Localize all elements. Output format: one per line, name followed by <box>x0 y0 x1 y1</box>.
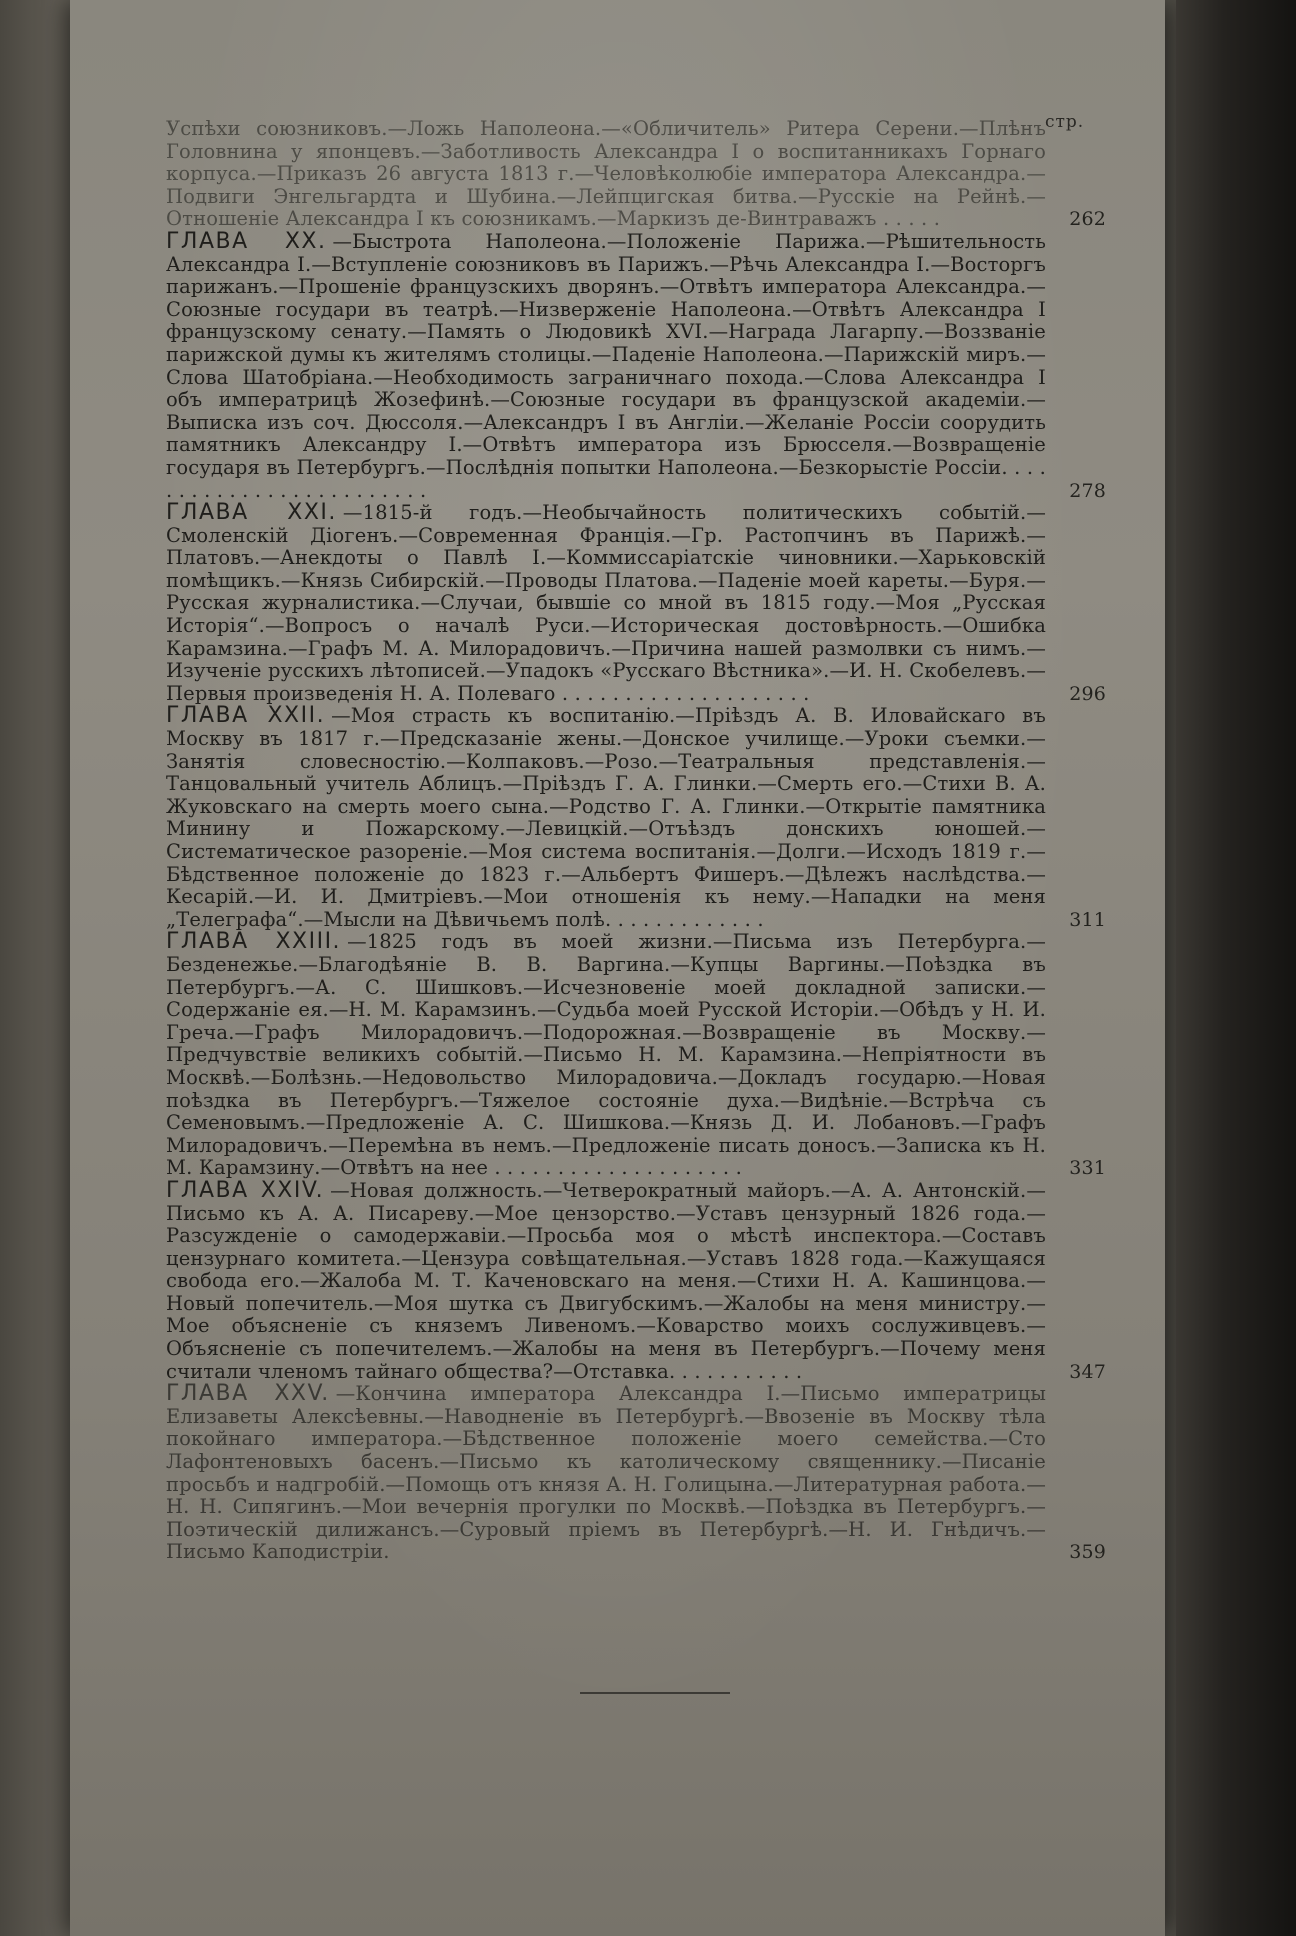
entry-page-number: 359 <box>1069 1541 1106 1564</box>
chapter-heading: ГЛАВА XXI. <box>166 500 337 526</box>
toc-entry-continued <box>166 118 1106 231</box>
table-of-contents <box>166 118 1106 1564</box>
entry-text: —1825 годъ въ моей жизни.—Письма изъ Петербурга.—Безденежье.—Благодѣяніе В. В. Варгина.—Купцы Варгины.—Поѣздка въ Петербургъ.—А. С. Шишковъ.—Исчезновеніе моей докладной записки.—Содержаніе ея.—Н. М. Карамзинъ.—Судьба моей Русской Исторіи.—Обѣдъ у Н. И. Греча.—Графъ Милорадовичъ.—Подорожная.—Возвращеніе въ Москву.—Предчувствіе великихъ событій.—Письмо Н. М. Карамзина.—Непріятности въ Москвѣ.—Болѣзнь.—Недовольство Милорадовича.—Докладъ государю.—Новая поѣздка въ Петербургъ.—Тяжелое состояніе духа.—Видѣніе.—Встрѣча съ Семеновымъ.—Предложеніе А. С. Шишкова.—Князь Д. И. Лобановъ.—Графъ Милорадовичъ.—Перемѣна въ немъ.—Предложеніе писать доносъ.—Записка къ Н. М. Карамзину.—Отвѣтъ на нее . . . . . . . . . . . . . . . . . . . . <box>166 930 1047 1180</box>
toc-entry-chapter-22 <box>166 705 1106 931</box>
end-rule-divider <box>580 1692 730 1694</box>
toc-entry-chapter-23 <box>166 931 1106 1180</box>
chapter-heading: ГЛАВА XX. <box>166 228 327 254</box>
toc-entry-chapter-25 <box>166 1383 1106 1564</box>
entry-page-number: 262 <box>1069 208 1106 231</box>
toc-entry-chapter-21 <box>166 502 1106 705</box>
toc-entry-chapter-24 <box>166 1177 1106 1383</box>
chapter-heading: ГЛАВА XXII. <box>166 703 326 729</box>
entry-text: —Быстрота Наполеона.—Положеніе Парижа.—Рѣшительность Александра I.—Вступленіе союзниковъ въ Парижъ.—Рѣчь Александра I.—Восторгъ парижанъ.—Прошеніе французскихъ дворянъ.—Отвѣтъ императора Александра.—Союзные государи въ театрѣ.—Низверженіе Наполеона.—Отвѣтъ Александра I французскому сенату.—Память о Людовикѣ XVI.—Награда Лагарпу.—Воззваніе парижской думы къ жителямъ столицы.—Паденіе Наполеона.—Парижскій миръ.—Слова Шатобріана.—Необходимость заграничнаго похода.—Слова Александра I объ императрицѣ Жозефинѣ.—Союзные государи въ французской академіи.—Выписка изъ соч. Дюссоля.—Александръ I въ Англіи.—Желаніе Россіи соорудить памятникъ Александру I.—Отвѣтъ императора изъ Брюсселя.—Возвращеніе государя въ Петербургъ.—Послѣднія попытки Наполеона.—Безкорыстіе Россіи. . . . . . . . . . . . . . . . . . . . . . . . . <box>166 229 1046 502</box>
chapter-heading: ГЛАВА XXIV. <box>166 1177 325 1203</box>
entry-text: —1815-й годъ.—Необычайность политическихъ событій.—Смоленскій Діогенъ.—Современная Франція.—Гр. Растопчинъ въ Парижѣ.—Платовъ.—Анекдоты о Павлѣ I.—Коммиссаріатскіе чиновники.—Харьковскій помѣщикъ.—Князь Сибирскій.—Проводы Платова.—Паденіе моей кареты.—Буря.—Русская журналистика.—Случаи, бывшіе со мной въ 1815 году.—Моя „Русская Исторія“.—Вопросъ о началѣ Руси.—Историческая достовѣрность.—Ошибка Карамзина.—Графъ М. А. Милорадовичъ.—Причина нашей размолвки съ нимъ.—Изученіе русскихъ лѣтописей.—Упадокъ «Русскаго Вѣстника».—И. Н. Скобелевъ.—Первыя произведенія Н. А. Полеваго . . . . . . . . . . . . . . . . . . . . <box>166 501 1046 705</box>
entry-page-number: 296 <box>1069 682 1106 705</box>
chapter-heading: ГЛАВА XXV. <box>166 1381 330 1407</box>
entry-page-number: 331 <box>1069 1157 1106 1180</box>
page-column-label: стр. <box>1045 112 1085 132</box>
entry-text: —Моя страсть къ воспитанію.—Пріѣздъ А. В. Иловайскаго въ Москву въ 1817 г.—Предсказаніе жены.—Донское училище.—Уроки съемки.—Занятія словесностію.—Колпаковъ.—Розо.—Театральныя представленія.—Танцовальный учитель Аблицъ.—Пріѣздъ Г. А. Глинки.—Смерть его.—Стихи В. А. Жуковскаго на смерть моего сына.—Родство Г. А. Глинки.—Открытіе памятника Минину и Пожарскому.—Левицкій.—Отъѣздъ донскихъ юношей.—Систематическое разореніе.—Моя система воспитанія.—Долги.—Исходъ 1819 г.—Бѣдственное положеніе до 1823 г.—Альбертъ Фишеръ.—Дѣлежъ наслѣдства.—Кесарій.—И. И. Дмитріевъ.—Мои отношенія къ нему.—Нападки на меня „Телеграфа“.—Мысли на Дѣвичьемъ полѣ. . . . . . . . . . . . . <box>166 704 1046 931</box>
entry-page-number: 347 <box>1069 1360 1106 1383</box>
entry-text: —Кончина императора Александра I.—Письмо императрицы Елизаветы Алексѣевны.—Наводненіе въ Петербургѣ.—Ввозеніе въ Москву тѣла покойнаго императора.—Бѣдственное положеніе моего семейства.—Сто Лафонтеновыхъ басенъ.—Письмо къ католическому священнику.—Писаніе просьбъ и надгробій.—Помощь отъ князя А. Н. Голицына.—Литературная работа.—Н. Н. Сипягинъ.—Мои вечернія прогулки по Москвѣ.—Поѣздка въ Петербургъ.—Поэтическій дилижансъ.—Суровый пріемъ въ Петербургѣ.—Н. И. Гнѣдичъ.—Письмо Каподистріи. <box>166 1382 1046 1564</box>
entry-text: —Новая должность.—Четверократный майоръ.—А. А. Антонскій.—Письмо къ А. А. Писареву.—Мое цензорство.—Уставъ цензурный 1826 года.—Разсужденіе о самодержавіи.—Просьба моя о мѣстѣ инспектора.—Составъ цензурнаго комитета.—Цензура совѣщательная.—Уставъ 1828 года.—Кажущаяся свобода его.—Жалоба М. Т. Каченовскаго на меня.—Стихи Н. А. Кашинцова.—Новый попечитель.—Моя шутка съ Двигубскимъ.—Жалобы на меня министру.—Мое объясненіе съ княземъ Ливеномъ.—Коварство моихъ сослуживцевъ.—Объясненіе съ попечителемъ.—Жалобы на меня въ Петербургъ.—Почему меня считали членомъ тайнаго общества?—Отставка. . . . . . . . . . . <box>166 1178 1047 1383</box>
entry-page-number: 311 <box>1069 908 1106 931</box>
toc-entry-chapter-20 <box>166 228 1106 502</box>
entry-text: Успѣхи союзниковъ.—Ложь Наполеона.—«Обличитель» Ритера Серени.—Плѣнъ Головнина у японцевъ.—Заботливость Александра I о воспитанникахъ Горнаго корпуса.—Приказъ 26 августа 1813 г.—Человѣколюбіе императора Александра.—Подвиги Энгельгардта и Шубина.—Лейпцигская битва.—Русскіе на Рейнѣ.—Отношеніе Александра I къ союзникамъ.—Маркизъ де-Винтраважъ . . . . . <box>166 117 1046 231</box>
entry-page-number: 278 <box>1069 479 1106 502</box>
chapter-heading: ГЛАВА XXIII. <box>166 929 342 955</box>
book-page <box>70 0 1165 1936</box>
book-spine-shadow <box>1176 0 1296 1936</box>
